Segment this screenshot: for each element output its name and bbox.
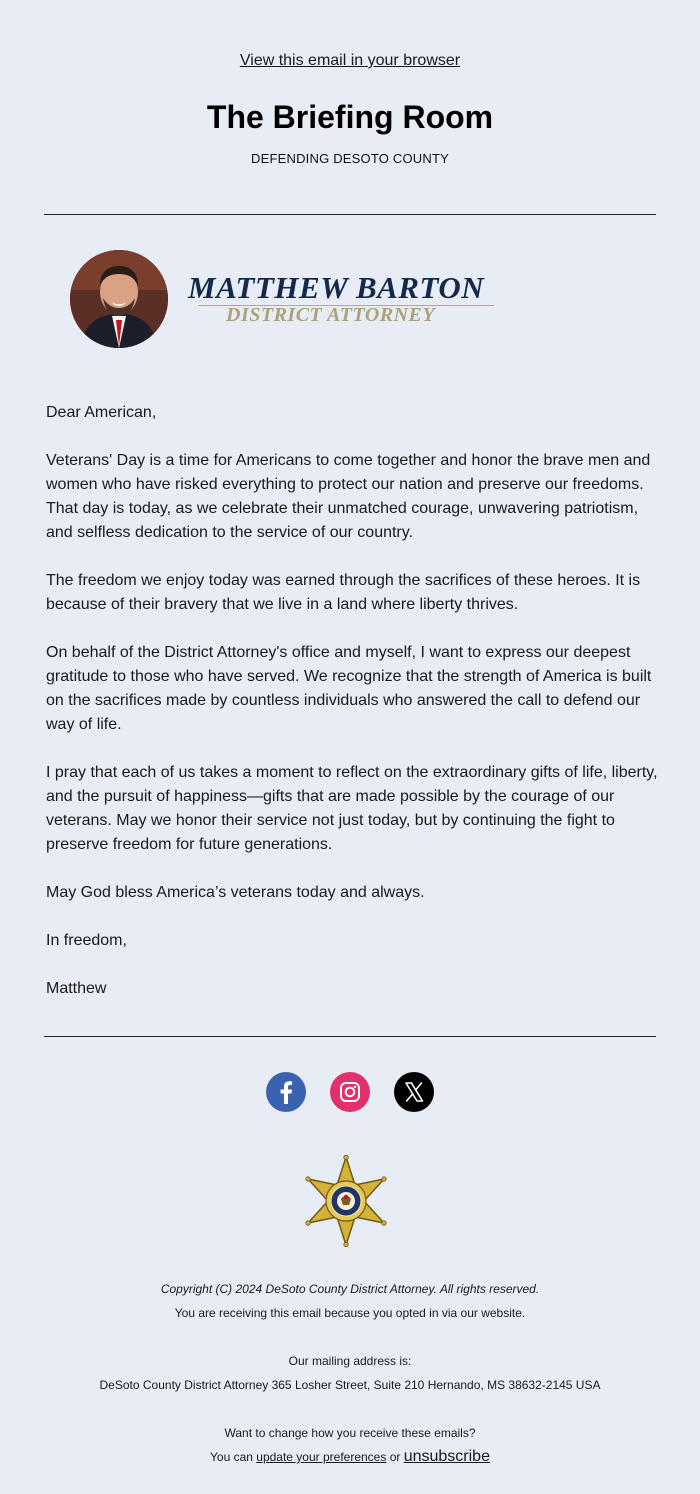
view-in-browser-link[interactable]: View this email in your browser xyxy=(239,52,461,69)
avatar xyxy=(70,250,168,348)
x-icon[interactable] xyxy=(394,1072,434,1112)
da-badge-seal xyxy=(300,1155,392,1247)
footer-mailing-label: Our mailing address is: xyxy=(288,1354,412,1368)
view-in-browser-row xyxy=(0,52,700,70)
newsletter-title: The Briefing Room xyxy=(206,99,494,135)
unsubscribe-link[interactable]: unsubscribe xyxy=(403,1448,490,1465)
da-name-logo-text: MATTHEW BARTON xyxy=(188,270,485,305)
portrait-image xyxy=(70,250,168,348)
newsletter-tagline: DEFENDING DESOTO COUNTY xyxy=(251,151,449,166)
letter-paragraph: Veterans' Day is a time for Americans to come together and honor the brave men and women who have risked everything to protect our nation and preserve our freedoms. That day is today, as we celebrate their unmatched courage, unwavering patriotism, and selfless dedication to the service of our country. xyxy=(46,452,651,541)
letter-body xyxy=(46,401,658,1025)
update-preferences-link[interactable]: update your preferences xyxy=(256,1450,387,1464)
letter-paragraph: May God bless America’s veterans today and always. xyxy=(46,884,425,901)
letter-signature: Matthew xyxy=(46,980,107,997)
instagram-icon[interactable] xyxy=(330,1072,370,1112)
footer-address: DeSoto County District Attorney 365 Losher Street, Suite 210 Hernando, MS 38632-2145 USA xyxy=(99,1378,601,1392)
letter-paragraph: The freedom we enjoy today was earned through the sacrifices of these heroes. It is because of their bravery that we live in a land where liberty thrives. xyxy=(46,572,641,613)
social-links xyxy=(0,1072,700,1112)
footer-copyright: Copyright (C) 2024 DeSoto County District Attorney. All rights reserved. xyxy=(160,1282,540,1296)
footer-change-question: Want to change how you receive these emails? xyxy=(224,1426,476,1440)
star-badge-icon xyxy=(300,1155,392,1247)
top-divider xyxy=(44,214,656,215)
bottom-divider xyxy=(44,1036,656,1037)
prefs-prefix: You can xyxy=(210,1450,257,1464)
signature-banner xyxy=(70,250,530,350)
facebook-icon[interactable] xyxy=(266,1072,306,1112)
letter-greeting: Dear American, xyxy=(46,404,157,421)
prefs-or: or xyxy=(386,1450,404,1464)
letter-closing: In freedom, xyxy=(46,932,127,949)
letter-paragraph: I pray that each of us takes a moment to reflect on the extraordinary gifts of life, liberty, and the pursuit of happiness—gifts that are made possible by the courage of our veterans. May we honor their service not just today, but by continuing the fight to preserve freedom for future generations. xyxy=(46,764,658,853)
footer-preferences-row xyxy=(0,1448,700,1466)
letter-paragraph: On behalf of the District Attorney's office and myself, I want to express our deepest gratitude to those who have served. We recognize that the strength of America is built on the sacrifices made by countless individuals who answered the call to defend our way of life. xyxy=(46,644,652,733)
footer-reason: You are receiving this email because you opted in via our website. xyxy=(174,1306,526,1320)
da-role-logo-text: DISTRICT ATTORNEY xyxy=(226,304,436,326)
